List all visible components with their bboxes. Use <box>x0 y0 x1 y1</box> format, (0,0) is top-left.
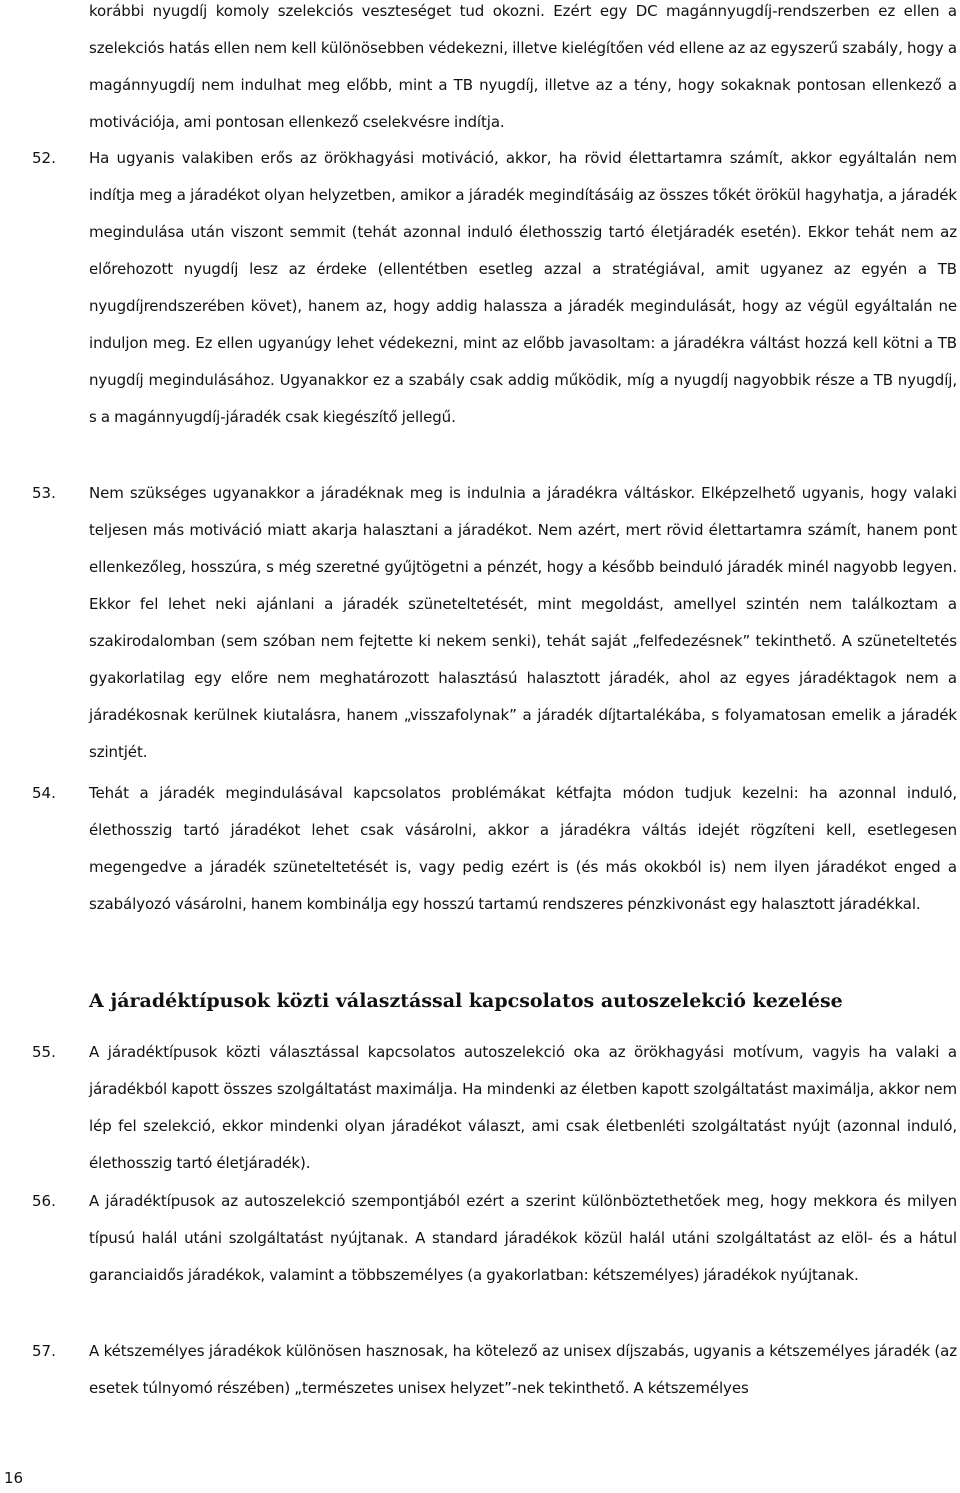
paragraph-text: Nem szükséges ugyanakkor a járadéknak meg is indulnia a járadékra váltáskor. Elképzelhető ugyanis, hogy valaki teljesen más motiváció miatt akarja halasztani a járadékot. Nem azért, mert rövid élettartamra számít, hanem pont ellenkezőleg, hosszúra, s még szeretné gyűjtögetni a pénzét, hogy a később beinduló járadék minél nagyobb legyen. Ekkor fel lehet neki ajánlani a járadék szüneteltetését, mint megoldást, amellyel szintén nem találkoztam a szakirodalomban (sem szóban nem fejtette ki nekem senki), tehát saját „felfedezésnek” tekinthető. A szüneteltetés gyakorlatilag egy előre nem meghatározott halasztású halasztott járadék, ahol az egyes járadéktagok nem a járadékosnak kerülnek kiutalásra, hanem „visszafolynak” a járadék díjtartalékába, s folyamatosan emelik a járadék szintjét. <box>89 484 957 761</box>
page-number: 16 <box>4 1469 24 1487</box>
paragraph-number: 56. <box>32 1192 56 1210</box>
paragraph-text: Ha ugyanis valakiben erős az örökhagyási motiváció, akkor, ha rövid élettartamra számít, akkor egyáltalán nem indítja meg a járadékot olyan helyzetben, amikor a járadék megindításáig az összes tőkét örökül hagyhatja, a járadék megindulása után viszont semmit (tehát azonnal induló élethosszig tartó életjáradék esetén). Ekkor tehát nem az előrehozott nyugdíj lesz az érdeke (ellentétben esetleg azzal a stratégiával, amit ugyanez az egyén a TB nyugdíjrendszerében követ), hanem az, hogy addig halassza a járadék megindulását, hogy az végül egyáltalán ne induljon meg. Ez ellen ugyanúgy lehet védekezni, mint az előbb javasoltam: a járadékra váltást hozzá kell kötni a TB nyugdíj megindulásához. Ugyanakkor ez a szabály csak addig működik, míg a nyugdíj nagyobbik része a TB nyugdíj, s a magánnyugdíj-járadék csak kiegészítő jellegű. <box>89 149 957 426</box>
paragraph-text: A kétszemélyes járadékok különösen hasznosak, ha kötelező az unisex díjszabás, ugyanis a kétszemélyes járadék (az esetek túlnyomó részében) „természetes unisex helyzet”-nek tekinthető. A kétszemélyes <box>89 1342 957 1397</box>
paragraph-number: 54. <box>32 784 56 802</box>
paragraph-text: Tehát a járadék megindulásával kapcsolatos problémákat kétfajta módon tudjuk kezelni: ha azonnal induló, élethosszig tartó járadékot lehet csak vásárolni, akkor a járadékra váltás idejét rögzíteni kell, esetlegesen megengedve a járadék szüneteltetését is, vagy pedig ezért is (és más okokból is) nem ilyen járadékot enged a szabályozó vásárolni, hanem kombinálja egy hosszú tartamú rendszeres pénzkivonást egy halasztott járadékkal. <box>89 784 957 913</box>
paragraph-text: A járadéktípusok közti választással kapcsolatos autoszelekció oka az örökhagyási motívum, vagyis ha valaki a járadékból kapott összes szolgáltatást maximálja. Ha mindenki az életben kapott szolgáltatást maximálja, akkor nem lép fel szelekció, ekkor mindenki olyan járadékot választ, ami csak életbenléti szolgáltatást nyújt (azonnal induló, élethosszig tartó életjáradék). <box>89 1043 957 1172</box>
paragraph-number: 53. <box>32 484 56 502</box>
paragraph-number: 55. <box>32 1043 56 1061</box>
paragraph-text: korábbi nyugdíj komoly szelekciós veszteséget tud okozni. Ezért egy DC magánnyugdíj-rendszerben ez ellen a szelekciós hatás ellen nem kell különösebben védekezni, illetve kielégítően véd ellene az az egyszerű szabály, hogy a magánnyugdíj nem indulhat meg előbb, mint a TB nyugdíj, illetve az a tény, hogy sokaknak pontosan ellenkező a motivációja, ami pontosan ellenkező cselekvésre indítja. <box>89 2 957 131</box>
section-heading: A járadéktípusok közti választással kapcsolatos autoszelekció kezelése <box>89 990 843 1012</box>
paragraph-number: 52. <box>32 149 56 167</box>
paragraph-number: 57. <box>32 1342 56 1360</box>
paragraph-text: A járadéktípusok az autoszelekció szempontjából ezért a szerint különböztethetőek meg, hogy mekkora és milyen típusú halál utáni szolgáltatást nyújtanak. A standard járadékok közül halál utáni szolgáltatást az elöl- és a hátul garanciaidős járadékok, valamint a többszemélyes (a gyakorlatban: kétszemélyes) járadékok nyújtanak. <box>89 1192 957 1284</box>
